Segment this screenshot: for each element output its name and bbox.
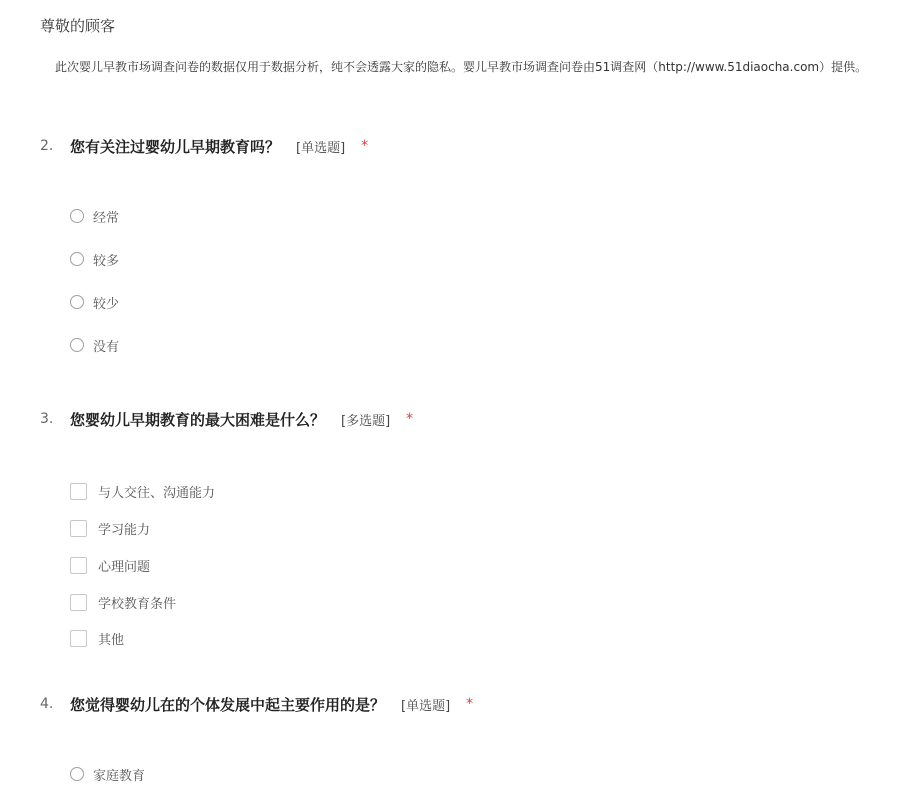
checkbox[interactable]: [70, 483, 87, 500]
option-label: 心理问题: [98, 559, 151, 575]
survey-intro: 此次婴儿早教市场调查问卷的数据仅用于数据分析，纯不会透露大家的隐私。婴儿早教市场调查问卷由51调查网（http://www.51diaocha.com）提供。: [55, 60, 868, 74]
option-label: 学习能力: [98, 522, 151, 538]
q2-option-2[interactable]: [70, 249, 119, 269]
option-label: 与人交往、沟通能力: [98, 485, 216, 501]
question-number: 2.: [40, 138, 54, 154]
option-label: 学校教育条件: [98, 596, 177, 612]
q4-option-1[interactable]: [70, 764, 145, 784]
required-mark: *: [406, 411, 414, 427]
option-label: 其他: [98, 632, 125, 648]
question-number: 4.: [40, 696, 54, 712]
question-title: 您觉得婴幼儿在的个体发展中起主要作用的是？: [70, 695, 386, 714]
q2-option-1[interactable]: [70, 206, 119, 226]
required-mark: *: [361, 138, 369, 154]
q3-option-3[interactable]: [70, 555, 150, 575]
radio-button[interactable]: [70, 209, 84, 223]
radio-button[interactable]: [70, 295, 84, 309]
checkbox[interactable]: [70, 557, 87, 574]
checkbox[interactable]: [70, 630, 87, 647]
question-number: 3.: [40, 411, 54, 427]
q3-option-5[interactable]: [70, 628, 124, 648]
question-title: 您有关注过婴幼儿早期教育吗？: [70, 137, 281, 156]
option-label: 经常: [93, 210, 120, 226]
q3-option-2[interactable]: [70, 518, 150, 538]
question-type-label: [单选题]: [401, 698, 451, 714]
required-mark: *: [466, 696, 474, 712]
question-2-header: [40, 134, 368, 158]
question-type-label: [多选题]: [341, 413, 391, 429]
question-title: 您婴幼儿早期教育的最大困难是什么？: [70, 410, 326, 429]
q2-option-3[interactable]: [70, 292, 119, 312]
question-type-label: [单选题]: [296, 140, 346, 156]
radio-button[interactable]: [70, 767, 84, 781]
question-3-header: [40, 407, 413, 431]
option-label: 较少: [93, 296, 120, 312]
question-4-header: [40, 692, 473, 716]
radio-button[interactable]: [70, 252, 84, 266]
q2-option-4[interactable]: [70, 335, 119, 355]
q3-option-4[interactable]: [70, 592, 176, 612]
q3-option-1[interactable]: [70, 481, 215, 501]
option-label: 较多: [93, 253, 120, 269]
option-label: 家庭教育: [93, 768, 146, 784]
option-label: 没有: [93, 339, 120, 355]
radio-button[interactable]: [70, 338, 84, 352]
checkbox[interactable]: [70, 520, 87, 537]
checkbox[interactable]: [70, 594, 87, 611]
survey-greeting: 尊敬的顾客: [40, 17, 116, 35]
